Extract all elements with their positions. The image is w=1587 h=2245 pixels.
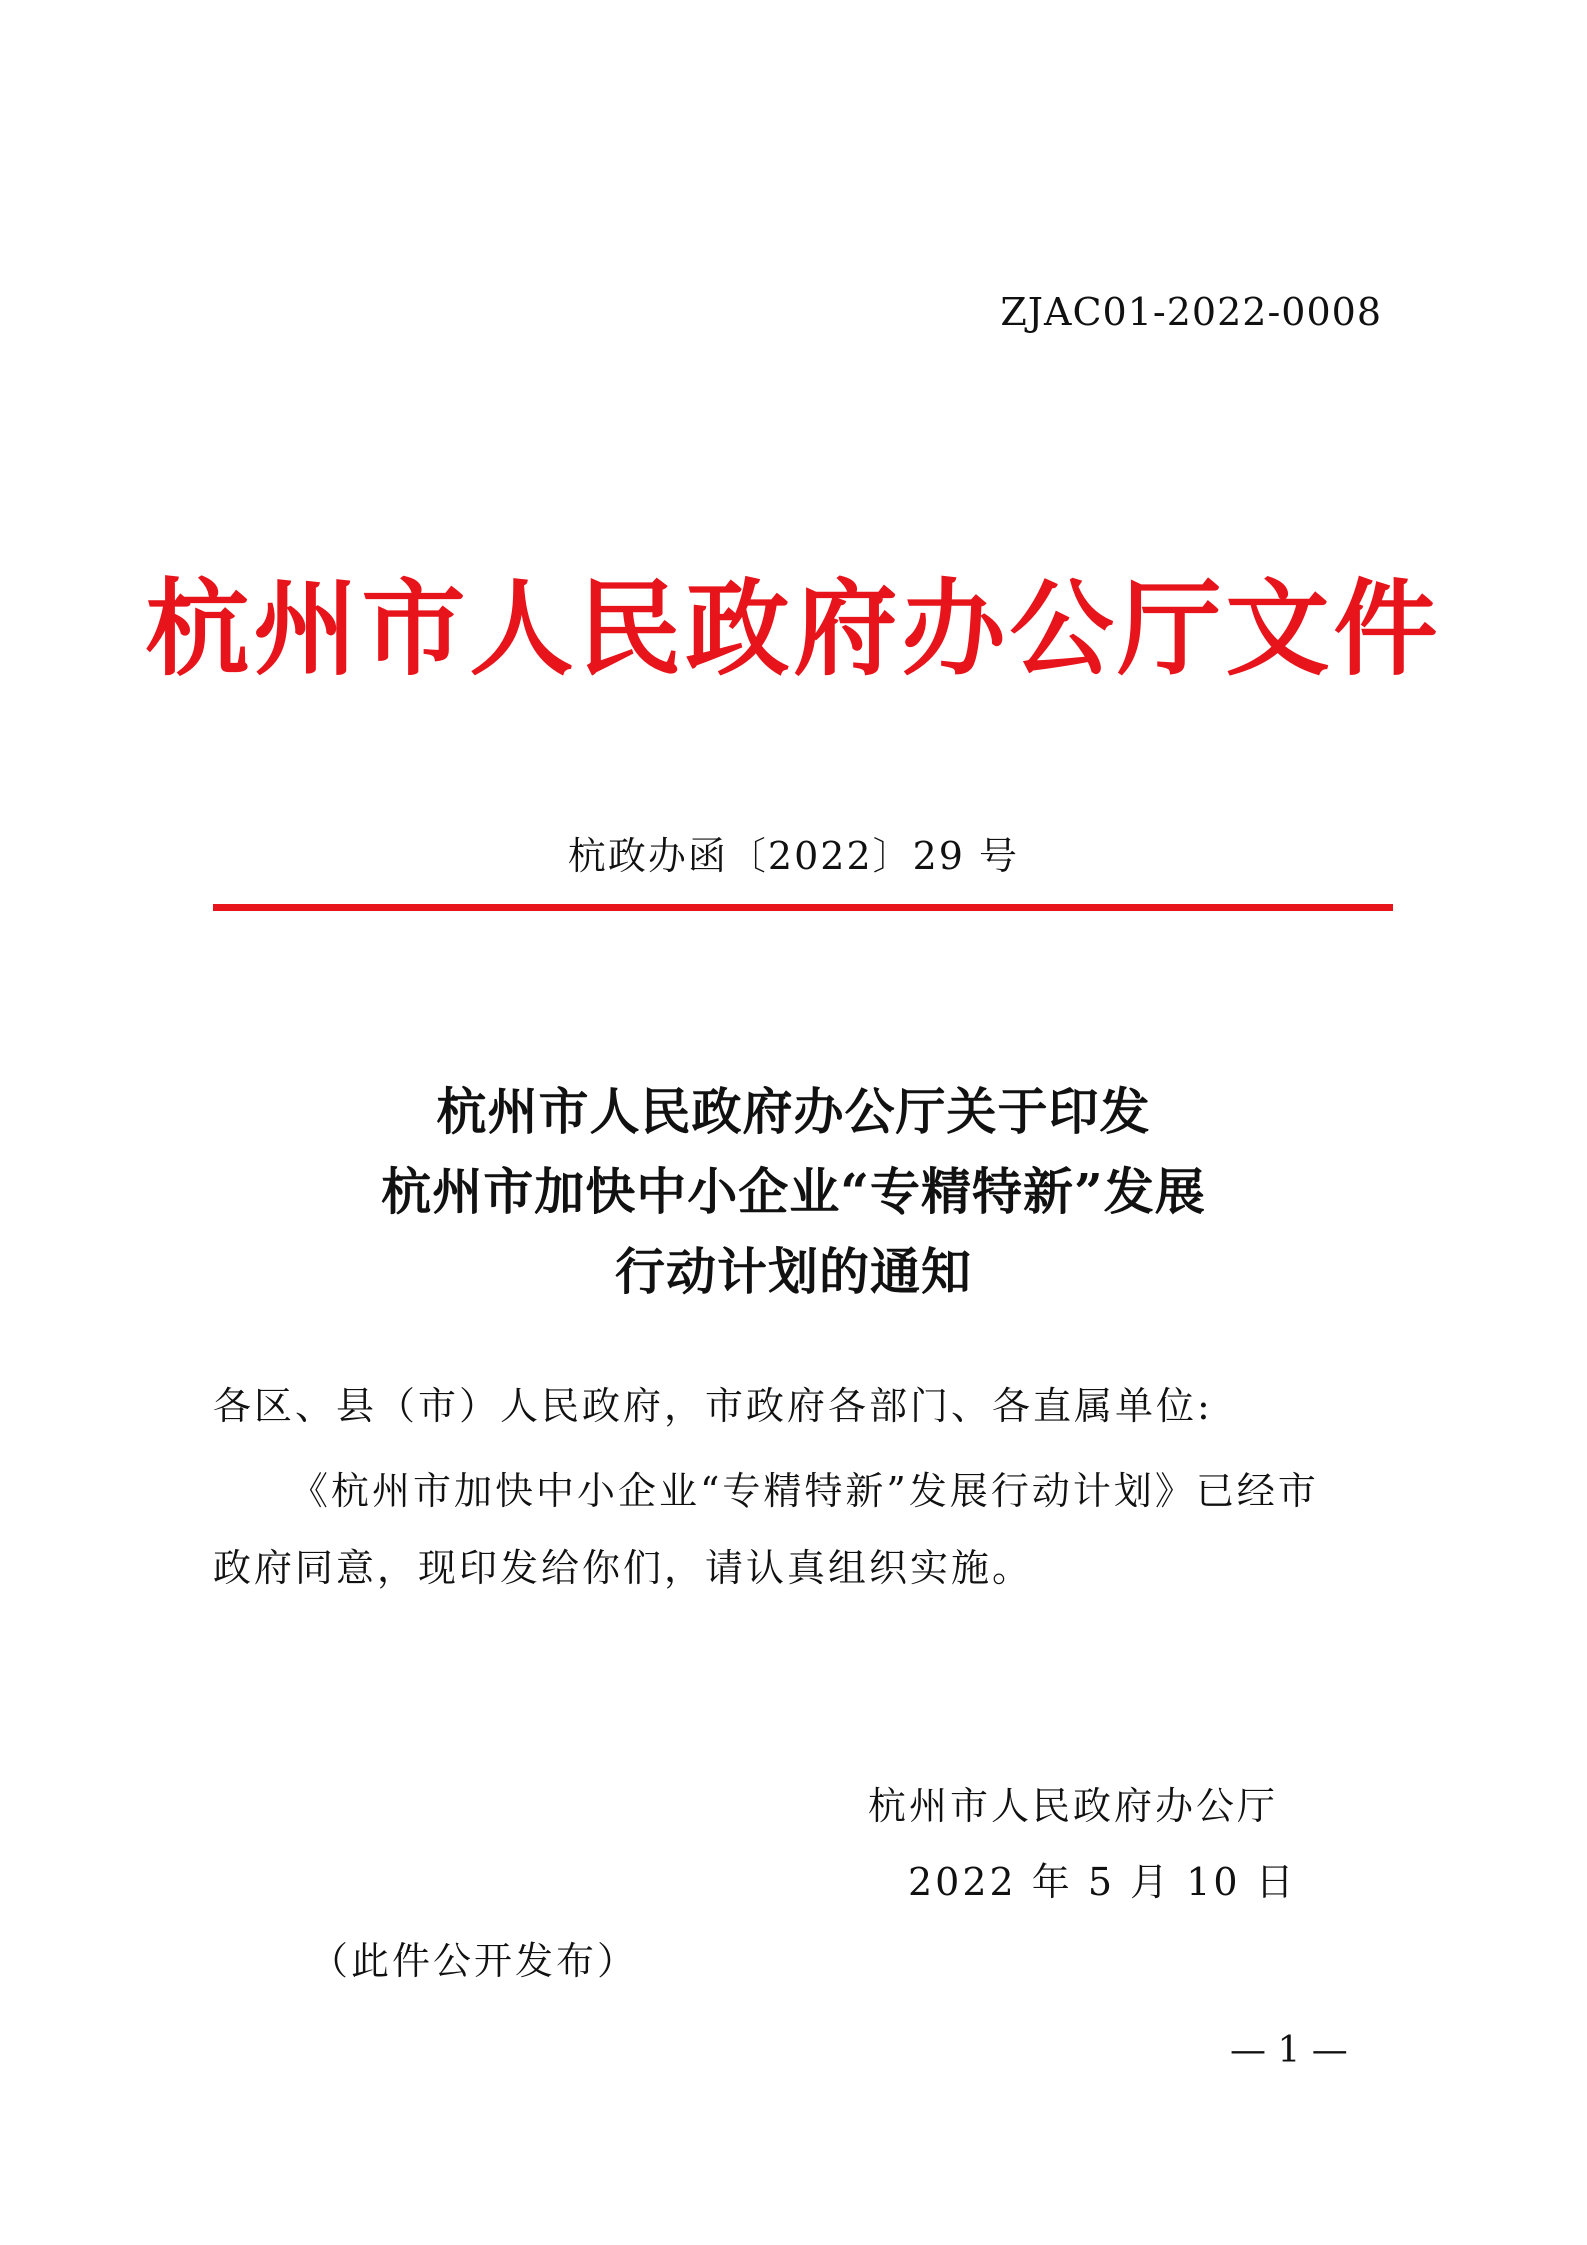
issuer-signature: 杭州市人民政府办公厅 <box>868 1784 1279 1828</box>
red-separator-line <box>213 904 1393 911</box>
issue-date: 2022 年 5 月 10 日 <box>908 1860 1297 1904</box>
body-paragraph-line-2: 政府同意，现印发给你们，请认真组织实施。 <box>213 1546 1034 1590</box>
publication-note: （此件公开发布） <box>310 1939 639 1983</box>
document-title-line-2: 杭州市加快中小企业“专精特新”发展 <box>381 1162 1206 1221</box>
document-title-line-3: 行动计划的通知 <box>615 1242 972 1301</box>
document-code: ZJAC01-2022-0008 <box>1000 290 1382 334</box>
salutation: 各区、县（市）人民政府，市政府各部门、各直属单位: <box>213 1384 1213 1428</box>
body-paragraph-line-1: 《杭州市加快中小企业“专精特新”发展行动计划》已经市 <box>290 1469 1319 1513</box>
page-number: — 1 — <box>1230 2030 1348 2071</box>
document-number: 杭政办函〔2022〕29 号 <box>567 834 1020 878</box>
issuing-organ-header: 杭州市人民政府办公厅文件 <box>145 567 1442 690</box>
document-title-line-1: 杭州市人民政府办公厅关于印发 <box>436 1082 1151 1141</box>
